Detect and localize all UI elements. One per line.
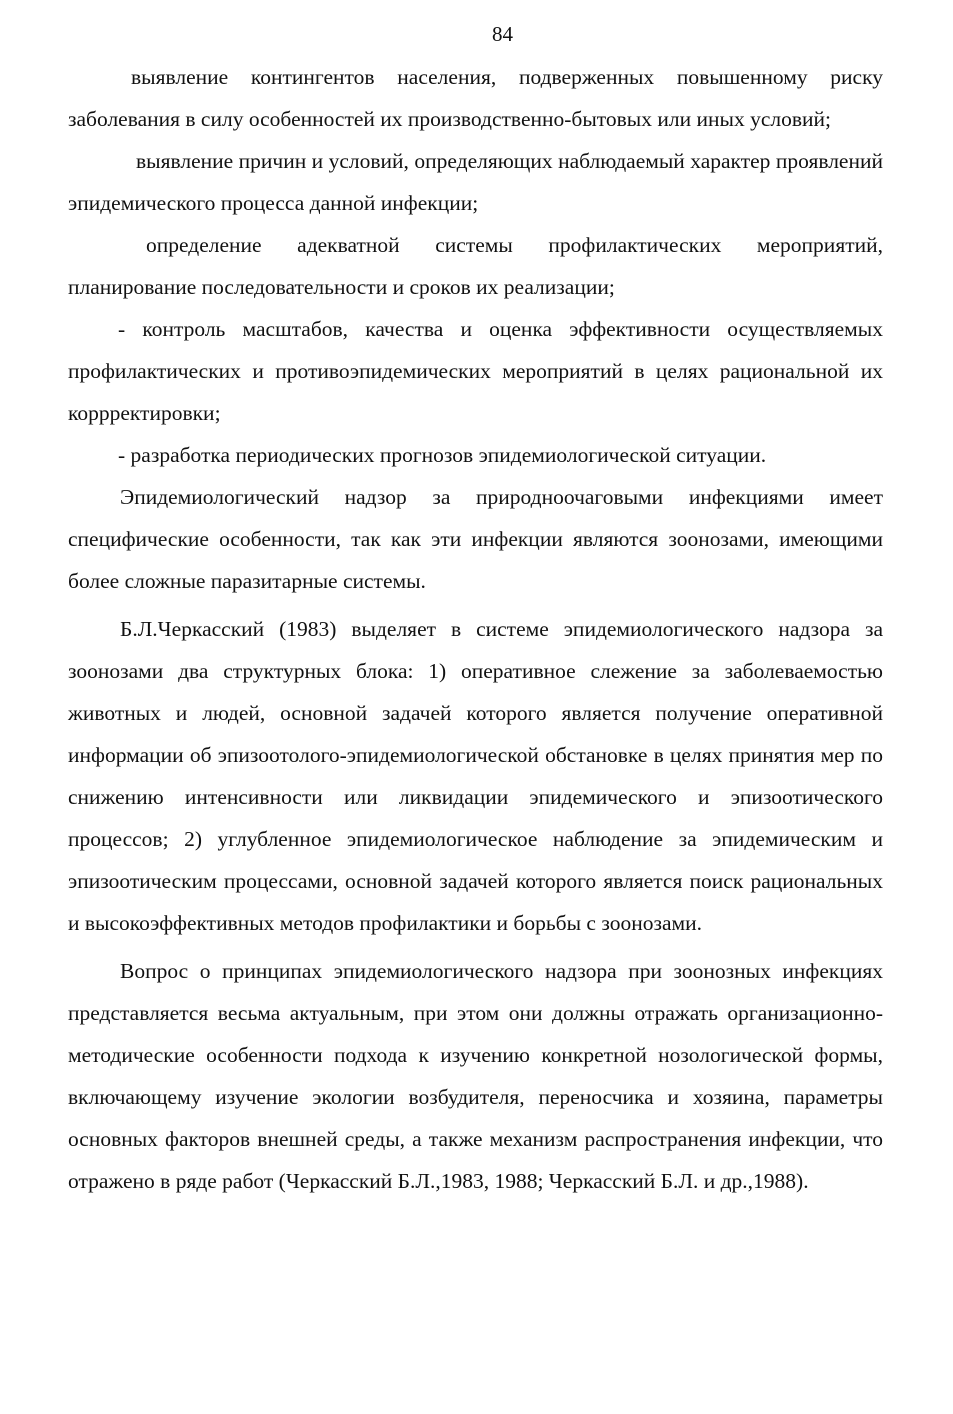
paragraph-4: - контроль масштабов, качества и оценка эффективности осуществляемых профилактических и противоэпидемических мероприятий в целях рациональной их коррректировки; xyxy=(68,317,883,425)
paragraph-7: Б.Л.Черкасский (1983) выделяет в системе эпидемиологического надзора за зоонозами два структурных блока: 1) оперативное слежение за заболеваемостью животных и людей, основной задачей которого является получение оперативной информации об эпизоотолого-эпидемиологической обстановке в целях принятия мер по снижению интенсивности или ликвидации эпидемического и эпизоотического процессов; 2) углубленное эпидемиологическое наблюдение за эпидемическим и эпизоотическим процессами, основной задачей которого является поиск рациональных и высокоэффективных методов профилактики и борьбы с зоонозами. xyxy=(68,617,883,935)
paragraph-1: выявление контингентов населения, подверженных повышенному риску заболевания в силу особенностей их производственно-бытовых или иных условий; xyxy=(68,65,883,131)
paragraph-3: определение адекватной системы профилактических мероприятий, планирование последовательности и сроков их реализации; xyxy=(68,233,883,299)
paragraph-5: - разработка периодических прогнозов эпидемиологической ситуации. xyxy=(118,443,767,467)
body-text xyxy=(68,56,883,1202)
paragraph-2: выявление причин и условий, определяющих наблюдаемый характер проявлений эпидемического процесса данной инфекции; xyxy=(68,149,883,215)
page-number: 84 xyxy=(492,22,513,46)
paragraph-6: Эпидемиологический надзор за природноочаговыми инфекциями имеет специфические особенности, так как эти инфекции являются зоонозами, имеющими более сложные паразитарные системы. xyxy=(68,485,883,593)
paragraph-8: Вопрос о принципах эпидемиологического надзора при зоонозных инфекциях представляется весьма актуальным, при этом они должны отражать организационно-методические особенности подхода к изучению конкретной нозологической формы, включающему изучение экологии возбудителя, переносчика и хозяина, параметры основных факторов внешней среды, а также механизм распространения инфекции, что отражено в ряде работ (Черкасский Б.Л.,1983, 1988; Черкасский Б.Л. и др.,1988). xyxy=(68,959,883,1193)
